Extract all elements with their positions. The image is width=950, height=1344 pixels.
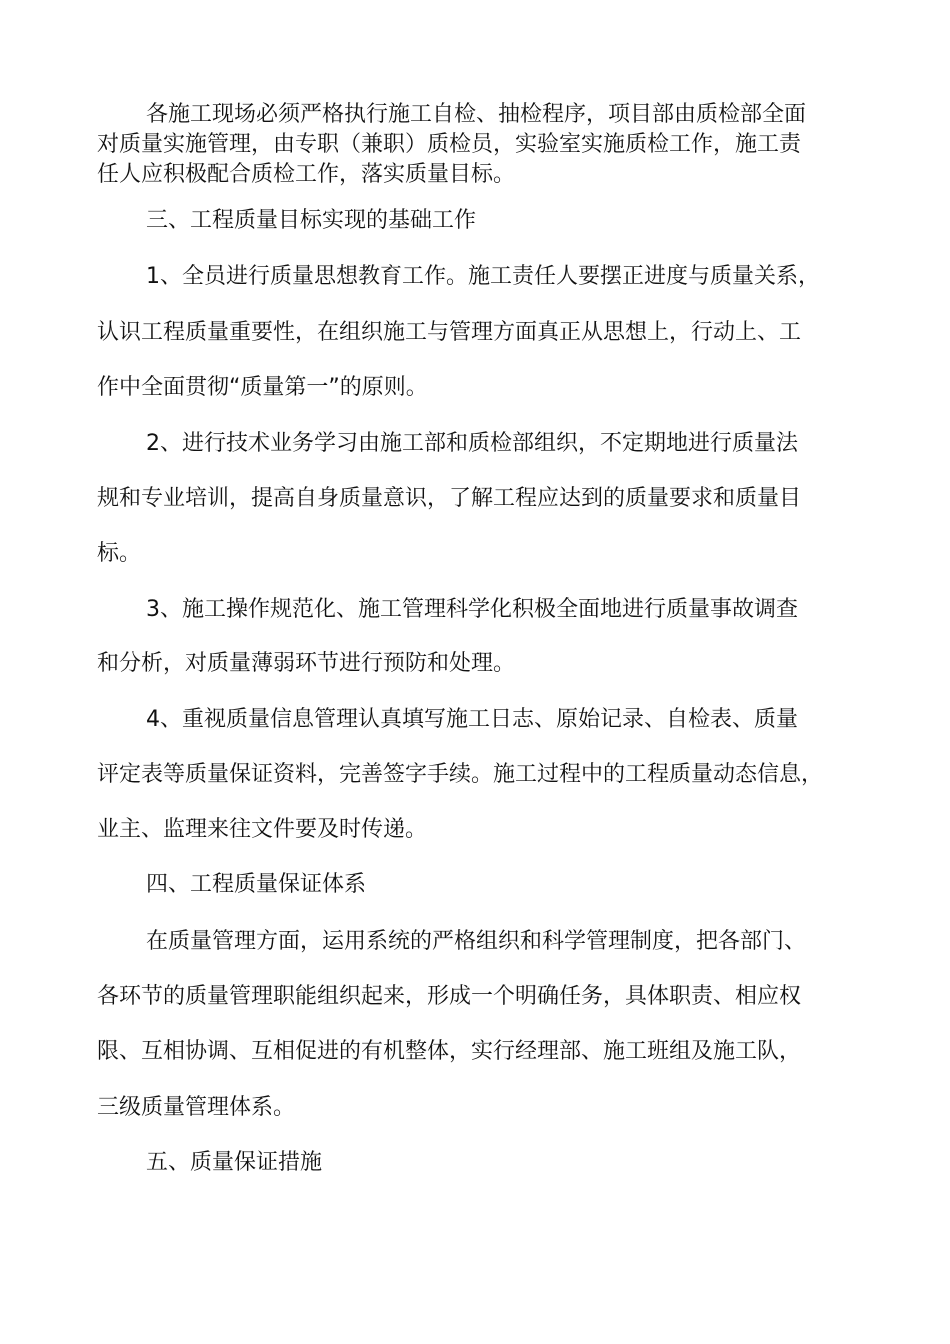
section-heading-5: 五、质量保证措施 [146, 1150, 323, 1175]
paragraph-2-line-2: 认识工程质量重要性，在组织施工与管理方面真正从思想上，行动上、工 [97, 320, 802, 345]
section-heading-4: 四、工程质量保证体系 [146, 872, 367, 897]
paragraph-6-line-4: 三级质量管理体系。 [97, 1095, 296, 1120]
paragraph-2-line-1: 1、全员进行质量思想教育工作。施工责任人要摆正进度与质量关系， [146, 264, 820, 289]
paragraph-1-line-2: 对质量实施管理，由专职（兼职）质检员，实验室实施质检工作，施工责 [97, 132, 802, 157]
paragraph-4-line-1: 3、施工操作规范化、施工管理科学化积极全面地进行质量事故调查 [146, 597, 798, 622]
paragraph-6-line-1: 在质量管理方面，运用系统的严格组织和科学管理制度，把各部门、 [146, 929, 807, 954]
paragraph-5-line-1: 4、重视质量信息管理认真填写施工日志、原始记录、自检表、质量 [146, 707, 798, 732]
paragraph-6-line-3: 限、互相协调、互相促进的有机整体，实行经理部、施工班组及施工队， [97, 1039, 802, 1064]
paragraph-5-line-3: 业主、监理来往文件要及时传递。 [97, 817, 428, 842]
paragraph-5-line-2: 评定表等质量保证资料，完善签字手续。施工过程中的工程质量动态信息， [97, 762, 824, 787]
paragraph-3-line-1: 2、进行技术业务学习由施工部和质检部组织，不定期地进行质量法 [146, 431, 798, 456]
section-heading-3: 三、工程质量目标实现的基础工作 [146, 208, 477, 233]
paragraph-2-line-3: 作中全面贯彻“质量第一”的原则。 [97, 375, 428, 400]
paragraph-1-line-1: 各施工现场必须严格执行施工自检、抽检程序，项目部由质检部全面 [146, 102, 807, 127]
paragraph-3-line-3: 标。 [97, 541, 142, 566]
paragraph-1-line-3: 任人应积极配合质检工作，落实质量目标。 [97, 162, 516, 187]
paragraph-4-line-2: 和分析，对质量薄弱环节进行预防和处理。 [97, 651, 516, 676]
paragraph-6-line-2: 各环节的质量管理职能组织起来，形成一个明确任务，具体职责、相应权 [97, 984, 802, 1009]
paragraph-3-line-2: 规和专业培训，提高自身质量意识，了解工程应达到的质量要求和质量目 [97, 486, 802, 511]
